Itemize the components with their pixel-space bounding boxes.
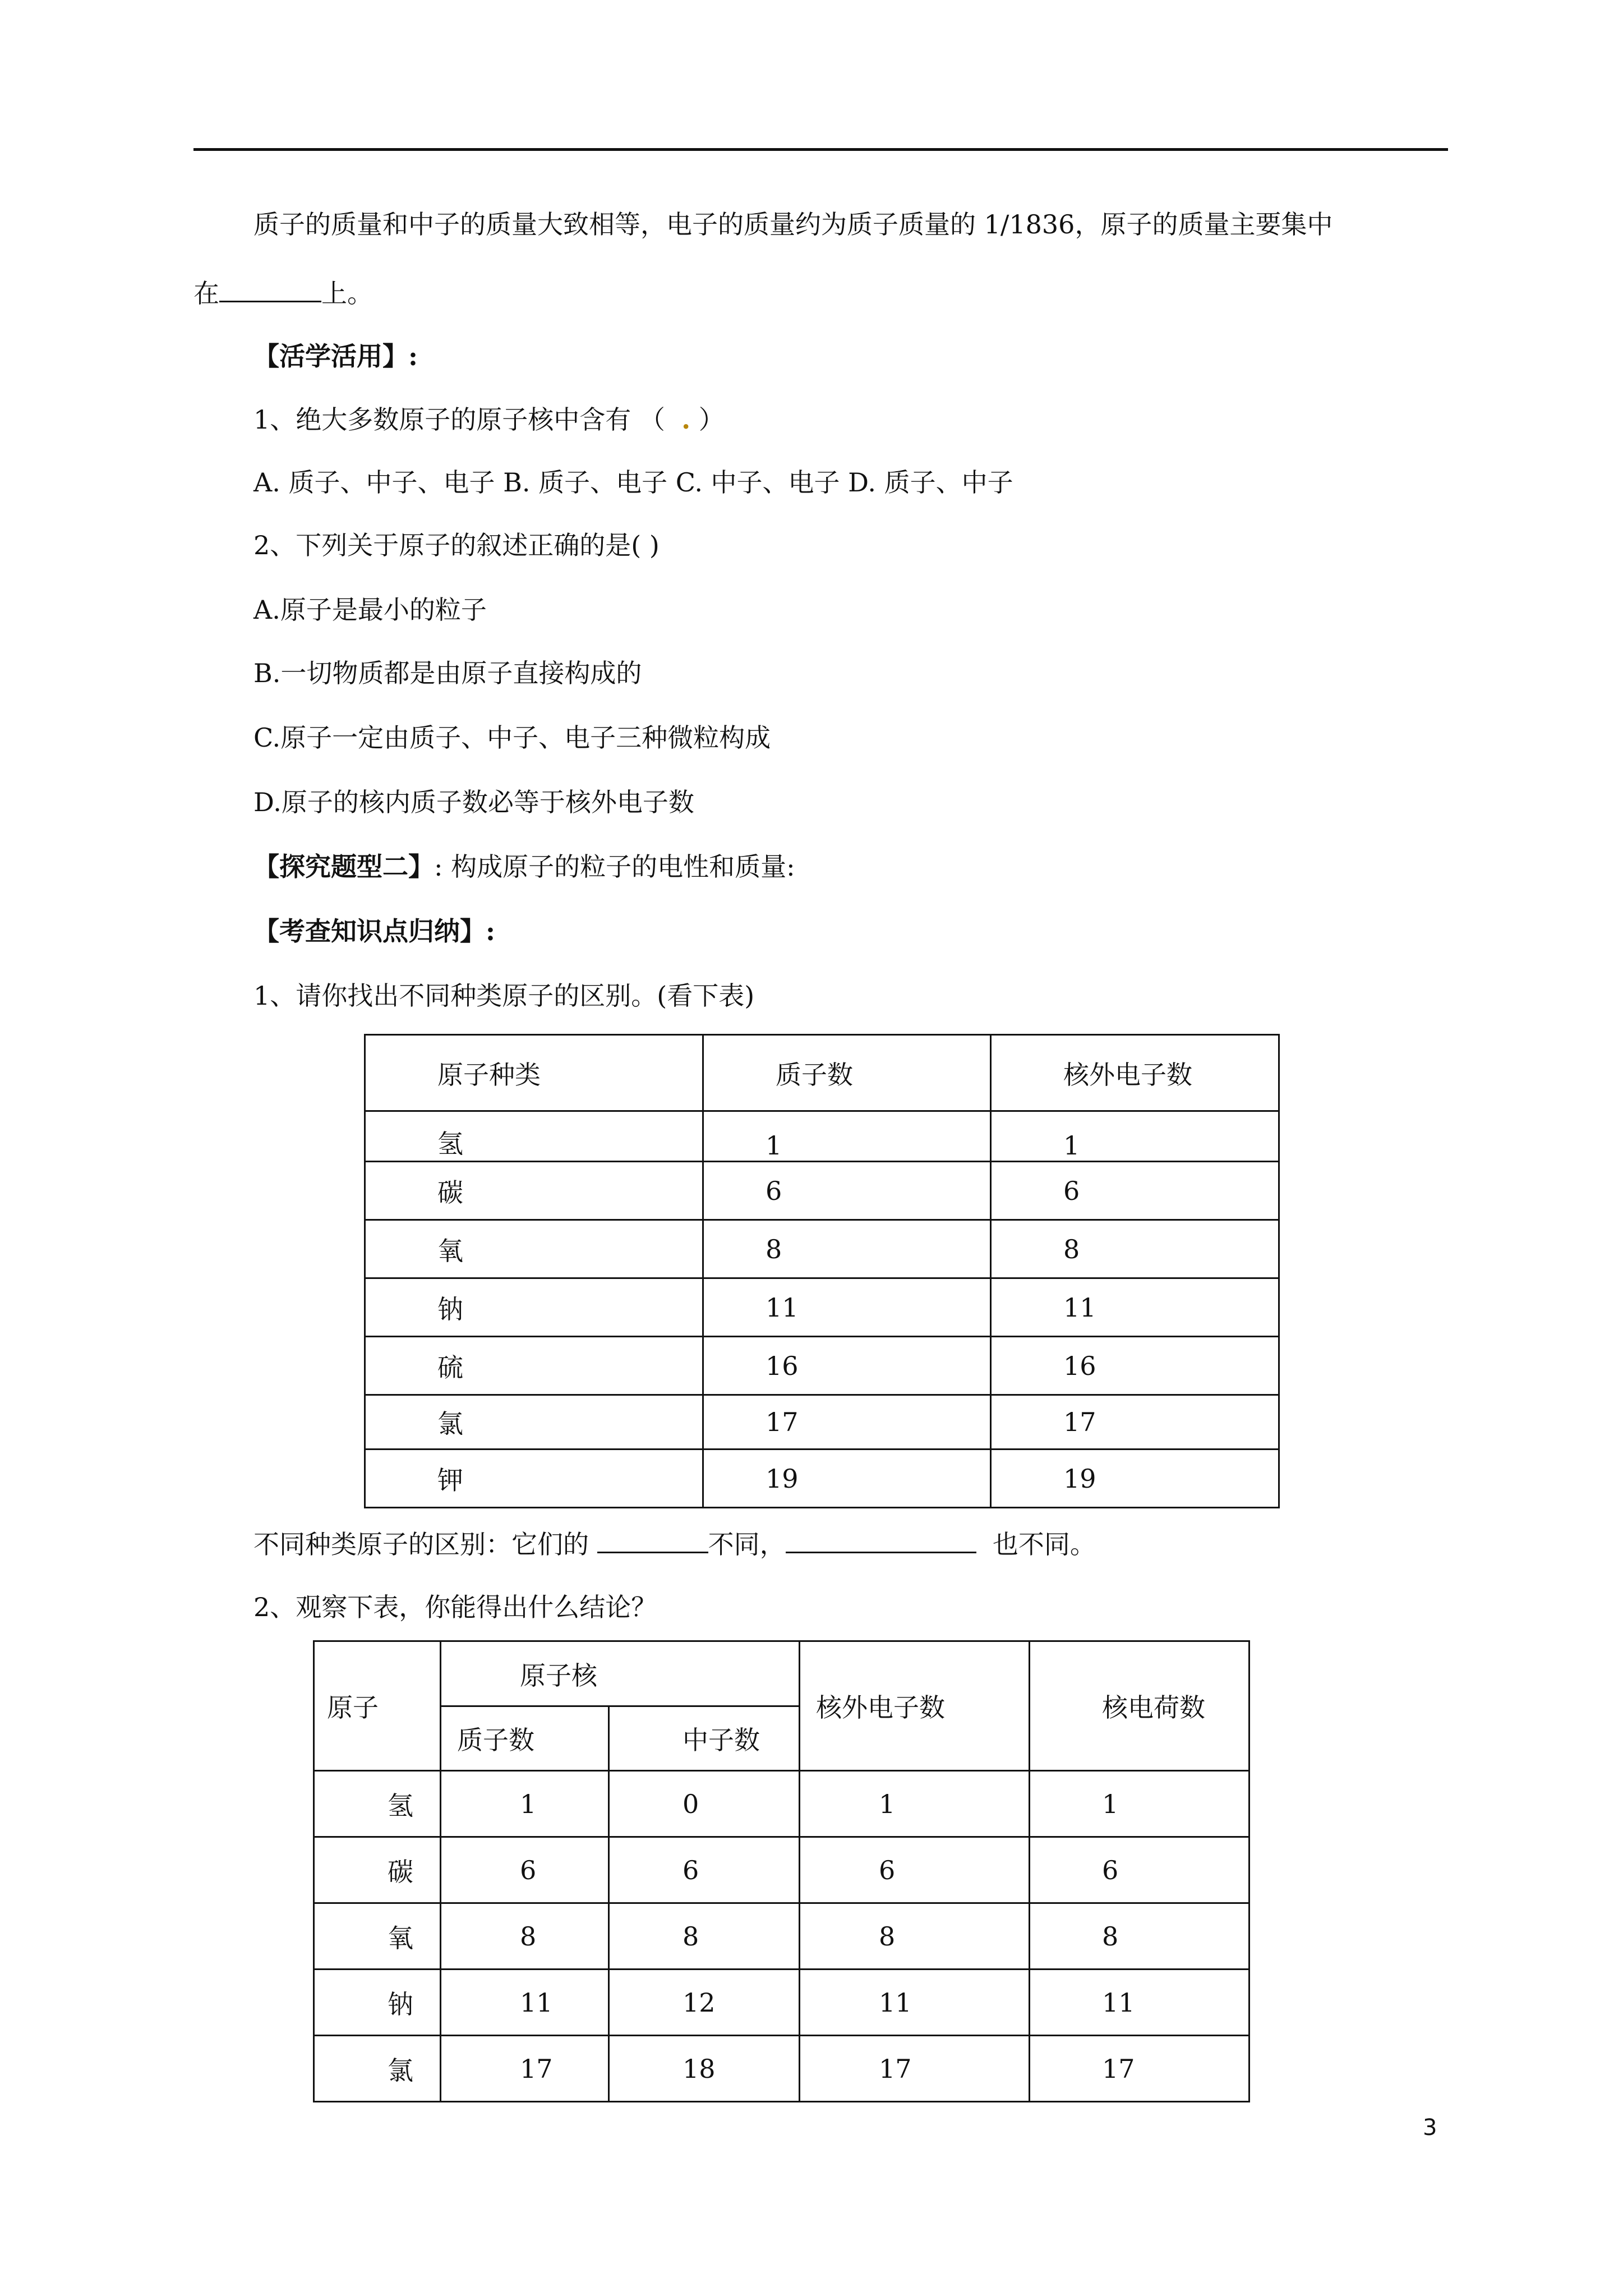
table-atom-types bbox=[364, 1034, 1280, 1508]
table-2-header-row-1 bbox=[314, 1641, 1249, 1706]
table-1-header-row bbox=[365, 1035, 1279, 1111]
table-cell: 1 bbox=[1030, 1771, 1249, 1837]
table-cell: 18 bbox=[609, 2036, 800, 2102]
table-cell: 碳 bbox=[365, 1162, 703, 1220]
question-2-option-c: C.原子一定由质子、中子、电子三种微粒构成 bbox=[253, 723, 771, 753]
table-cell: 11 bbox=[1030, 1970, 1249, 2036]
table-2-header-protons: 质子数 bbox=[441, 1706, 609, 1771]
table-row bbox=[314, 1771, 1249, 1837]
table-2-header-electrons: 核外电子数 bbox=[800, 1641, 1030, 1771]
table-cell: 6 bbox=[991, 1162, 1279, 1220]
table-cell: 6 bbox=[800, 1837, 1030, 1903]
table-cell: 8 bbox=[800, 1903, 1030, 1970]
table-cell: 碳 bbox=[314, 1837, 441, 1903]
section-explore-label: 【探究题型二】 bbox=[253, 852, 434, 882]
section-knowledge: 【考查知识点归纳】: bbox=[253, 916, 495, 946]
answer-dot-mark: . bbox=[681, 404, 691, 435]
table-cell: 硫 bbox=[365, 1337, 703, 1395]
table-row bbox=[314, 2036, 1249, 2102]
table-1-header: 质子数 bbox=[703, 1035, 991, 1111]
table-cell: 氢 bbox=[314, 1771, 441, 1837]
text-after-blank: 上。 bbox=[321, 278, 373, 309]
table-row bbox=[314, 1837, 1249, 1903]
table-cell: 17 bbox=[441, 2036, 609, 2102]
item-1: 1、请你找出不同种类原子的区别。(看下表) bbox=[253, 981, 755, 1011]
table-cell: 11 bbox=[991, 1278, 1279, 1337]
table-row bbox=[365, 1395, 1279, 1450]
table-cell: 钠 bbox=[314, 1970, 441, 2036]
answer-blank-mass[interactable] bbox=[219, 275, 321, 302]
table-row bbox=[365, 1450, 1279, 1508]
table-2-header-nucleus: 原子核 bbox=[441, 1641, 800, 1706]
table-cell: 6 bbox=[609, 1837, 800, 1903]
table-cell: 8 bbox=[609, 1903, 800, 1970]
table-cell: 17 bbox=[991, 1395, 1279, 1450]
table-2-header-atom: 原子 bbox=[314, 1641, 441, 1771]
answer-blank-2[interactable] bbox=[786, 1526, 976, 1553]
table-2-header-charge: 核电荷数 bbox=[1030, 1641, 1249, 1771]
question-2-option-b: B.一切物质都是由原子直接构成的 bbox=[253, 658, 642, 688]
table-row bbox=[314, 1970, 1249, 2036]
table-row bbox=[365, 1162, 1279, 1220]
table-cell: 氯 bbox=[314, 2036, 441, 2102]
table-cell: 16 bbox=[703, 1337, 991, 1395]
difference-text-1: 不同种类原子的区别：它们的 bbox=[253, 1529, 589, 1559]
table-cell: 19 bbox=[703, 1450, 991, 1508]
answer-blank-1[interactable] bbox=[597, 1526, 708, 1553]
question-2: 2、下列关于原子的叙述正确的是( ) bbox=[253, 530, 660, 560]
question-2-option-d: D.原子的核内质子数必等于核外电子数 bbox=[253, 787, 694, 817]
section-explore bbox=[253, 850, 795, 884]
table-cell: 8 bbox=[1030, 1903, 1249, 1970]
difference-statement bbox=[253, 1526, 1096, 1561]
question-2-option-a: A.原子是最小的粒子 bbox=[253, 595, 487, 625]
table-cell: 16 bbox=[991, 1337, 1279, 1395]
section-explore-text: : 构成原子的粒子的电性和质量: bbox=[434, 852, 795, 882]
table-cell: 1 bbox=[991, 1111, 1279, 1162]
table-cell: 1 bbox=[800, 1771, 1030, 1837]
table-cell: 8 bbox=[703, 1220, 991, 1278]
paragraph-mass: 质子的质量和中子的质量大致相等，电子的质量约为质子质量的 1/1836，原子的质量主要集中 bbox=[253, 209, 1333, 240]
question-1-text: 1、绝大多数原子的原子核中含有 （ bbox=[253, 404, 665, 435]
table-cell: 氢 bbox=[365, 1111, 703, 1162]
table-cell: 1 bbox=[441, 1771, 609, 1837]
table-1-header: 原子种类 bbox=[365, 1035, 703, 1111]
table-cell: 8 bbox=[441, 1903, 609, 1970]
table-2-header-neutrons: 中子数 bbox=[609, 1706, 800, 1771]
question-1 bbox=[253, 403, 725, 436]
table-cell: 氧 bbox=[365, 1220, 703, 1278]
table-cell: 6 bbox=[1030, 1837, 1249, 1903]
text-before-blank: 在 bbox=[193, 278, 219, 309]
table-cell: 11 bbox=[703, 1278, 991, 1337]
table-cell: 17 bbox=[800, 2036, 1030, 2102]
table-cell: 1 bbox=[703, 1111, 991, 1162]
table-cell: 0 bbox=[609, 1771, 800, 1837]
table-row bbox=[314, 1903, 1249, 1970]
table-cell: 17 bbox=[1030, 2036, 1249, 2102]
table-cell: 6 bbox=[441, 1837, 609, 1903]
paragraph-mass-cont bbox=[193, 275, 373, 310]
question-1-options: A. 质子、中子、电子 B. 质子、电子 C. 中子、电子 D. 质子、中子 bbox=[253, 467, 1013, 498]
table-cell: 8 bbox=[991, 1220, 1279, 1278]
difference-text-3: 也不同。 bbox=[992, 1529, 1096, 1559]
table-cell: 钾 bbox=[365, 1450, 703, 1508]
table-cell: 12 bbox=[609, 1970, 800, 2036]
table-row bbox=[365, 1111, 1279, 1162]
table-cell: 6 bbox=[703, 1162, 991, 1220]
section-practice: 【活学活用】: bbox=[253, 341, 418, 371]
table-cell: 17 bbox=[703, 1395, 991, 1450]
table-row bbox=[365, 1220, 1279, 1278]
table-atom-structure bbox=[313, 1640, 1250, 2102]
header-rule bbox=[193, 148, 1448, 151]
table-cell: 11 bbox=[441, 1970, 609, 2036]
table-cell: 氧 bbox=[314, 1903, 441, 1970]
table-row bbox=[365, 1337, 1279, 1395]
table-cell: 钠 bbox=[365, 1278, 703, 1337]
item-2: 2、观察下表，你能得出什么结论？ bbox=[253, 1592, 657, 1622]
table-row bbox=[365, 1278, 1279, 1337]
table-cell: 氯 bbox=[365, 1395, 703, 1450]
page-number: 3 bbox=[1423, 2115, 1437, 2141]
question-1-close: ） bbox=[698, 404, 725, 435]
table-1-header: 核外电子数 bbox=[991, 1035, 1279, 1111]
table-cell: 11 bbox=[800, 1970, 1030, 2036]
difference-text-2: 不同， bbox=[708, 1529, 786, 1559]
table-cell: 19 bbox=[991, 1450, 1279, 1508]
